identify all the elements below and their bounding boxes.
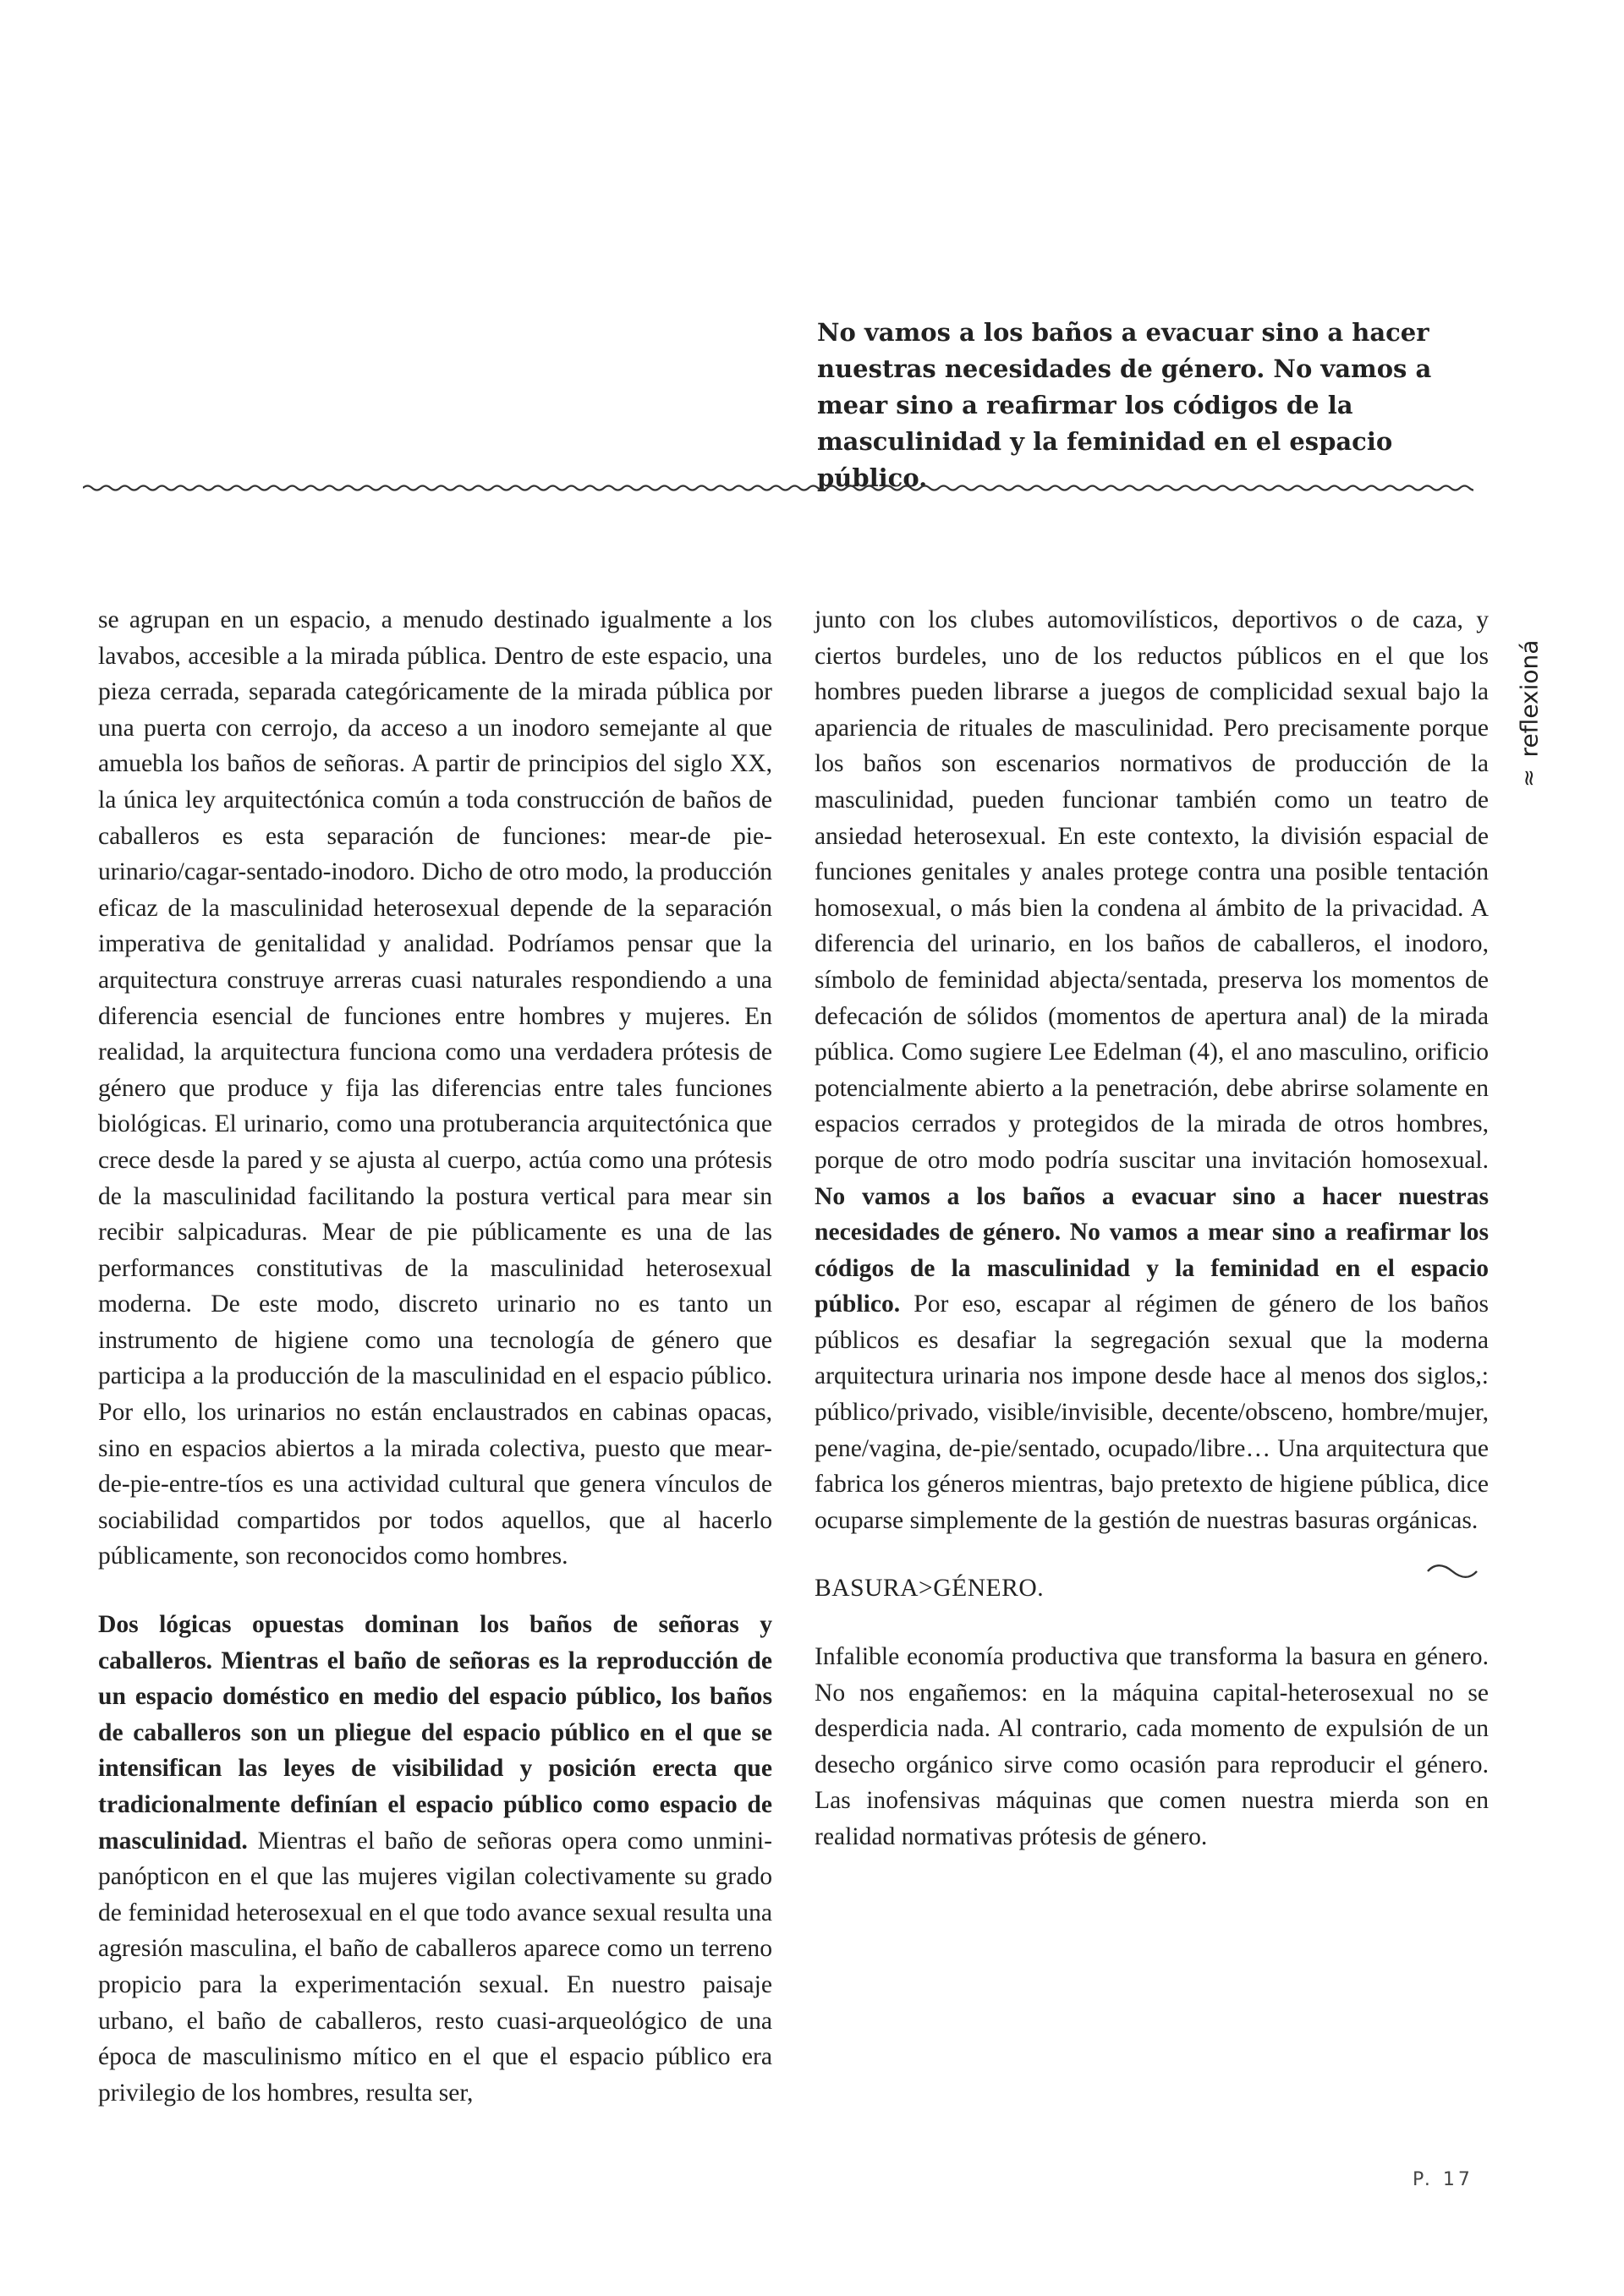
page-number: P. 17 [1413,2169,1473,2190]
right-text-column [815,602,1489,1855]
approx-icon: ≈ [1517,769,1542,787]
paragraph-text: se agrupan en un espacio, a menudo destinado igualmente a los lavabos, accesible a la mirada pública. Dentro de este espacio, una pieza cerrada, separada categóricamente de la mirada pública por una puerta con cerrojo, da acceso a un inodoro semejante al que amuebla los baños de señoras. A partir de principios del siglo XX, la única ley arquitectónica común a toda construcción de baños de caballeros es esta separación de funciones: mear-de pie-urinario/cagar-sentado-inodoro. Dicho de otro modo, la producción eficaz de la masculinidad heterosexual depende de la separación imperativa de genitalidad y analidad. Podríamos pensar que la arquitectura construye arreras cuasi naturales respondiendo a una diferencia esencial de funciones entre hombres y mujeres. En realidad, la arquitectura funciona como una verdadera prótesis de género que produce y fija las diferencias entre tales funciones biológicas. El urinario, como una protuberancia arquitectónica que crece desde la pared y se ajusta al cuerpo, actúa como una prótesis de la masculinidad facilitando la postura vertical para mear sin recibir salpicaduras. Mear de pie públicamente es una de las performances constitutivas de la masculinidad heterosexual moderna. De este modo, discreto urinario no es tanto un instrumento de higiene como una tecnología de género que participa a la producción de la masculinidad en el espacio público. Por ello, los urinarios no están enclaustrados en cabinas opacas, sino en espacios abiertos a la mirada colectiva, puesto que mear-de-pie-entre-tíos es una actividad cultural que genera vínculos de sociabilidad compartidos por todos aquellos, que al hacerlo públicamente, son reconocidos como hombres. [98,606,772,1570]
tilde-ornament-icon [1426,1563,1479,1580]
emphasized-text: No vamos a los baños a evacuar sino a hacer nuestras necesidades de género. No vamos a mear sino a reafirmar los códigos de la masculinidad y la feminidad en el espacio público. [815,1182,1489,1318]
paragraph-text: Por eso, escapar al régimen de género de los baños públicos es desafiar la segregación sexual que la moderna arquitectura urinaria nos impone desde hace al menos dos siglos,: público/privado, visible/invisible, decente/obsceno, hombre/mujer, pene/vagina, de-pie/sentado, ocupado/libre… Una arquitectura que fabrica los géneros mientras, bajo pretexto de higiene pública, dice ocuparse simplemente de la gestión de nuestras basuras orgánicas. [815,1290,1489,1534]
paragraph [98,1607,772,2111]
paragraph [98,602,772,1575]
emphasized-text: Dos lógicas opuestas dominan los baños de señoras y caballeros. Mientras el baño de señoras es la reproducción de un espacio doméstico en medio del espacio público, los baños de caballeros son un pliegue del espacio público en el que se intensifican las leyes de visibilidad y posición erecta que tradicionalmente definían el espacio público como espacio de masculinidad. [98,1611,772,1855]
paragraph [815,602,1489,1538]
section-side-label [1512,626,1546,795]
wavy-divider [83,479,1473,497]
paragraph [815,1639,1489,1855]
paragraph-text: Infalible economía productiva que transforma la basura en género. No nos engañemos: en la máquina capital-heterosexual no se desperdicia nada. Al contrario, cada momento de expulsión de un desecho orgánico sirve como ocasión para reproducir el género. Las inofensivas máquinas que comen nuestra mierda son en realidad normativas prótesis de género. [815,1643,1489,1850]
section-label-text: reflexioná [1515,639,1544,758]
section-heading: BASURA>GÉNERO. [815,1575,1045,1603]
paragraph-text: junto con los clubes automovilísticos, deportivos o de caza, y ciertos burdeles, uno de los reductos públicos en el que los hombres pueden librarse a juegos de complicidad sexual bajo la apariencia de rituales de masculinidad. Pero precisamente porque los baños son escenarios normativos de producción de la masculinidad, pueden funcionar también como un teatro de ansiedad heterosexual. En este contexto, la división espacial de funciones genitales y anales protege contra una posible tentación homosexual, o más bien la condena al ámbito de la privacidad. A diferencia del urinario, en los baños de caballeros, el inodoro, símbolo de feminidad abjecta/sentada, preserva los momentos de defecación de sólidos (momentos de apertura anal) de la mirada pública. Como sugiere Lee Edelman (4), el ano masculino, orificio potencialmente abierto a la penetración, debe abrirse solamente en espacios cerrados y protegidos de la mirada de otros hombres, porque de otro modo podría suscitar una invitación homosexual. [815,606,1489,1174]
pull-quote: No vamos a los baños a evacuar sino a hacer nuestras necesidades de género. No vamos a mear sino a reafirmar los códigos de la masculinidad y la feminidad en el espacio público. [817,318,1432,492]
paragraph-text: Mientras el baño de señoras opera como unmini-panópticon en el que las mujeres vigilan colectivamente su grado de feminidad heterosexual en el que todo avance sexual resulta una agresión masculina, el baño de caballeros aparece como un terreno propicio para la experimentación sexual. En nuestro paisaje urbano, el baño de caballeros, resto cuasi-arqueológico de una época de masculinismo mítico en el que el espacio público era privilegio de los hombres, resulta ser, [98,1827,772,2107]
left-text-column [98,602,772,2111]
